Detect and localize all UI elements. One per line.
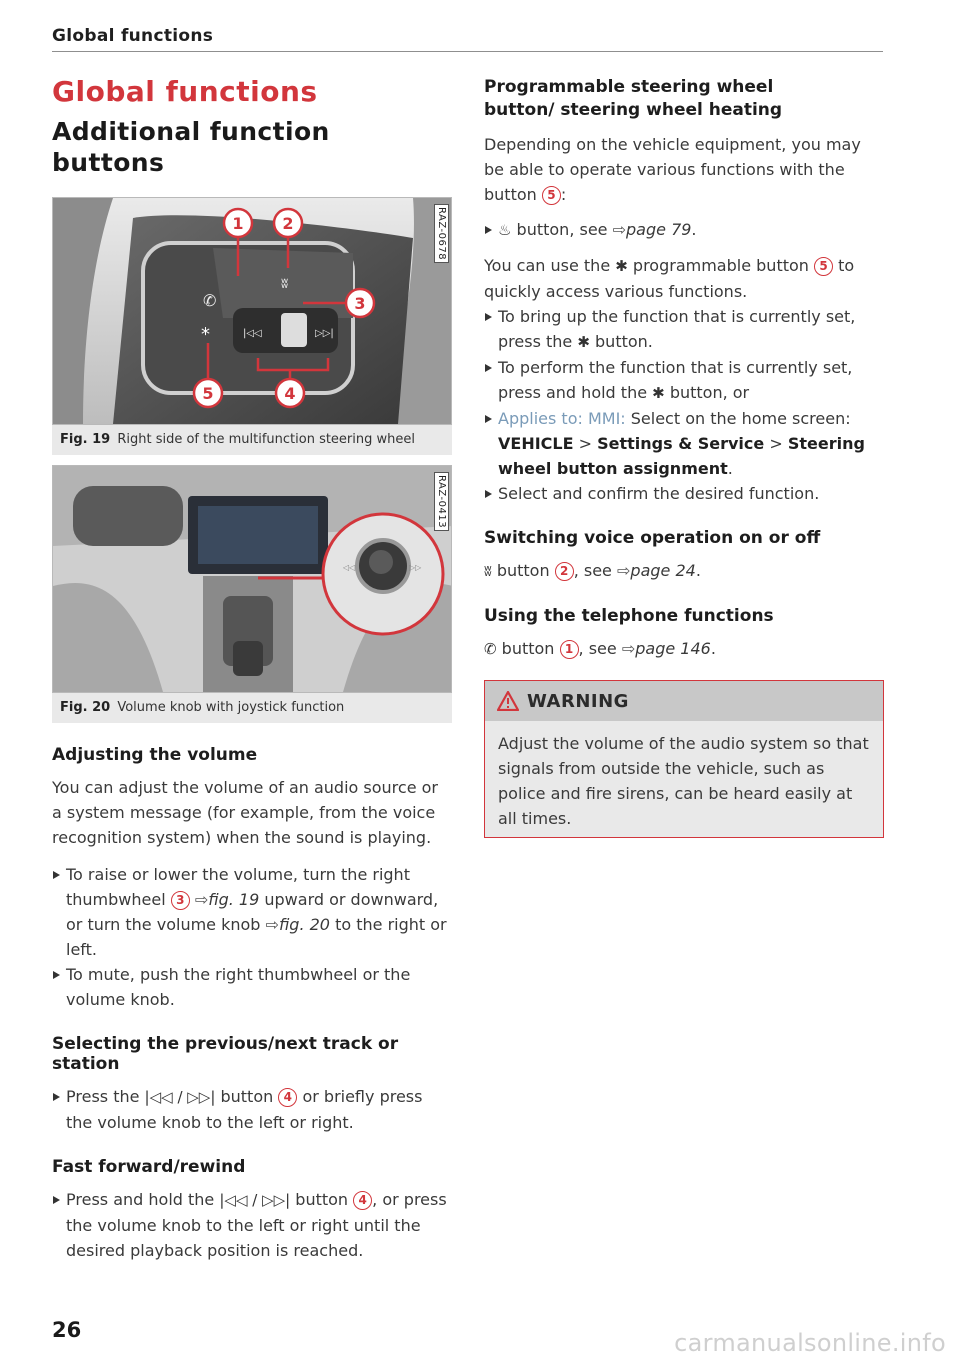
page-reference-link[interactable]: page 24 (630, 561, 696, 580)
figure-reference-link[interactable]: fig. 19 (208, 890, 260, 909)
figure-code: RAZ-0678 (434, 204, 449, 263)
prog-bullet-heating: ♨ button, see ⇨page 79. (484, 217, 884, 243)
volume-bullet-mute: To mute, push the right thumbwheel or the volume knob. (52, 962, 452, 1012)
callout-ref: 4 (353, 1191, 372, 1210)
callout-ref: 5 (542, 186, 561, 205)
ffwd-bullet: Press and hold the |◁◁ / ▷▷| button 4 , or press the volume knob to the left or right until the desired playback position is reached. (52, 1187, 452, 1263)
volume-intro: You can adjust the volume of an audio source or a system message (for example, from the voice recognition system) when the sound is playing. (52, 778, 438, 847)
svg-text:|◁◁: |◁◁ (243, 328, 262, 339)
figure-caption-text: Volume knob with joystick function (117, 700, 345, 715)
running-title: Global functions (52, 26, 214, 46)
chapter-title: Global functions (52, 75, 318, 108)
warning-title: WARNING (527, 690, 629, 712)
steering-heat-icon: ♨ (498, 221, 512, 239)
page-number: 26 (52, 1318, 82, 1342)
menu-path-vehicle: VEHICLE (498, 434, 574, 453)
track-bullet: Press the |◁◁ / ▷▷| button 4 or briefly press the volume knob to the left or right. (52, 1084, 452, 1135)
voice-heading: Switching voice operation on or off (484, 528, 821, 548)
warning-header (485, 681, 883, 721)
prog-paragraph: You can use the ✱ programmable button 5 to quickly access various functions. (484, 256, 855, 301)
page-reference-link[interactable]: page 79 (626, 220, 692, 239)
prog-bullet-mmi: Applies to: MMI: Select on the home screen: VEHICLE > Settings & Service > Steering wheel button assignment. (484, 406, 884, 481)
callout-4: 4 (284, 384, 296, 403)
prog-bullet-bring-up: To bring up the function that is currently set, press the ✱ button. (484, 304, 884, 355)
menu-path-settings: Settings & Service (597, 434, 765, 453)
volume-bullet-turn: To raise or lower the volume, turn the right thumbwheel 3 ⇨fig. 19 upward or downward, or turn the volume knob ⇨fig. 20 to the right or left. (52, 862, 452, 962)
watermark: carmanualsonline.info (674, 1329, 946, 1357)
svg-text:✆: ✆ (203, 291, 217, 310)
phone-icon: ✆ (484, 640, 497, 658)
prog-bullet-perform: To perform the function that is currently set, press and hold the ✱ button, or (484, 355, 884, 406)
phone-line: ✆ button 1 , see ⇨page 146. (484, 639, 716, 658)
page-reference-link[interactable]: page 146 (635, 639, 711, 658)
figure-code: RAZ-0413 (434, 472, 449, 531)
callout-ref: 4 (278, 1088, 297, 1107)
warning-box (484, 680, 884, 838)
voice-icon: ʬ (484, 562, 492, 580)
asterisk-button-icon: ✱ (615, 257, 628, 275)
left-column (52, 72, 452, 1263)
figure-20-caption (52, 693, 452, 723)
prog-heading: Programmable steering wheel button/ steering wheel heating (484, 77, 783, 120)
warning-text: Adjust the volume of the audio system so that signals from outside the vehicle, such as police and fire sirens, can be heard easily at all times. (485, 721, 883, 837)
applies-to-label: Applies to: MMI: (498, 409, 626, 428)
callout-1: 1 (232, 214, 244, 233)
figure-label: Fig. 19 (60, 432, 111, 447)
figure-reference-link[interactable]: fig. 20 (278, 915, 330, 934)
asterisk-button-icon: ✱ (652, 384, 665, 402)
svg-text:*: * (201, 324, 210, 345)
figure-label: Fig. 20 (60, 700, 111, 715)
right-column (484, 72, 884, 838)
svg-text:ʬ: ʬ (281, 276, 289, 292)
skip-buttons-icon: |◁◁ / ▷▷| (144, 1088, 216, 1106)
ffwd-heading: Fast forward/rewind (52, 1157, 246, 1177)
skip-buttons-icon: |◁◁ / ▷▷| (219, 1191, 291, 1209)
callout-ref: 2 (555, 562, 574, 581)
prog-bullet-confirm: Select and confirm the desired function. (484, 481, 884, 506)
callout-2: 2 (282, 214, 294, 233)
figure-19-steering-wheel (52, 197, 452, 425)
warning-triangle-icon (497, 691, 519, 711)
volume-heading: Adjusting the volume (52, 745, 258, 765)
svg-text:▷▷: ▷▷ (409, 563, 422, 572)
track-heading: Selecting the previous/next track or station (52, 1034, 399, 1074)
section-title: Additional function buttons (52, 117, 330, 177)
figure-caption-text: Right side of the multifunction steering wheel (117, 432, 415, 447)
voice-line: ʬ button 2 , see ⇨page 24. (484, 561, 701, 580)
svg-text:▷▷|: ▷▷| (315, 328, 334, 339)
callout-ref: 1 (560, 640, 579, 659)
asterisk-button-icon: ✱ (577, 333, 590, 351)
callout-ref: 3 (171, 891, 190, 910)
figure-19-caption (52, 425, 452, 455)
callout-ref: 5 (814, 257, 833, 276)
header-rule (52, 51, 883, 52)
svg-text:◁◁: ◁◁ (343, 563, 356, 572)
menu-path-steering-wheel: Steering wheel button assignment (498, 434, 865, 478)
volume-knob-illustration (53, 466, 452, 692)
prog-intro: Depending on the vehicle equipment, you may be able to operate various functions with the button 5 : (484, 135, 861, 204)
phone-heading: Using the telephone functions (484, 606, 774, 626)
figure-20-volume-knob (52, 465, 452, 693)
callout-5: 5 (202, 384, 214, 403)
callout-3: 3 (354, 294, 366, 313)
steering-wheel-illustration (53, 198, 452, 424)
